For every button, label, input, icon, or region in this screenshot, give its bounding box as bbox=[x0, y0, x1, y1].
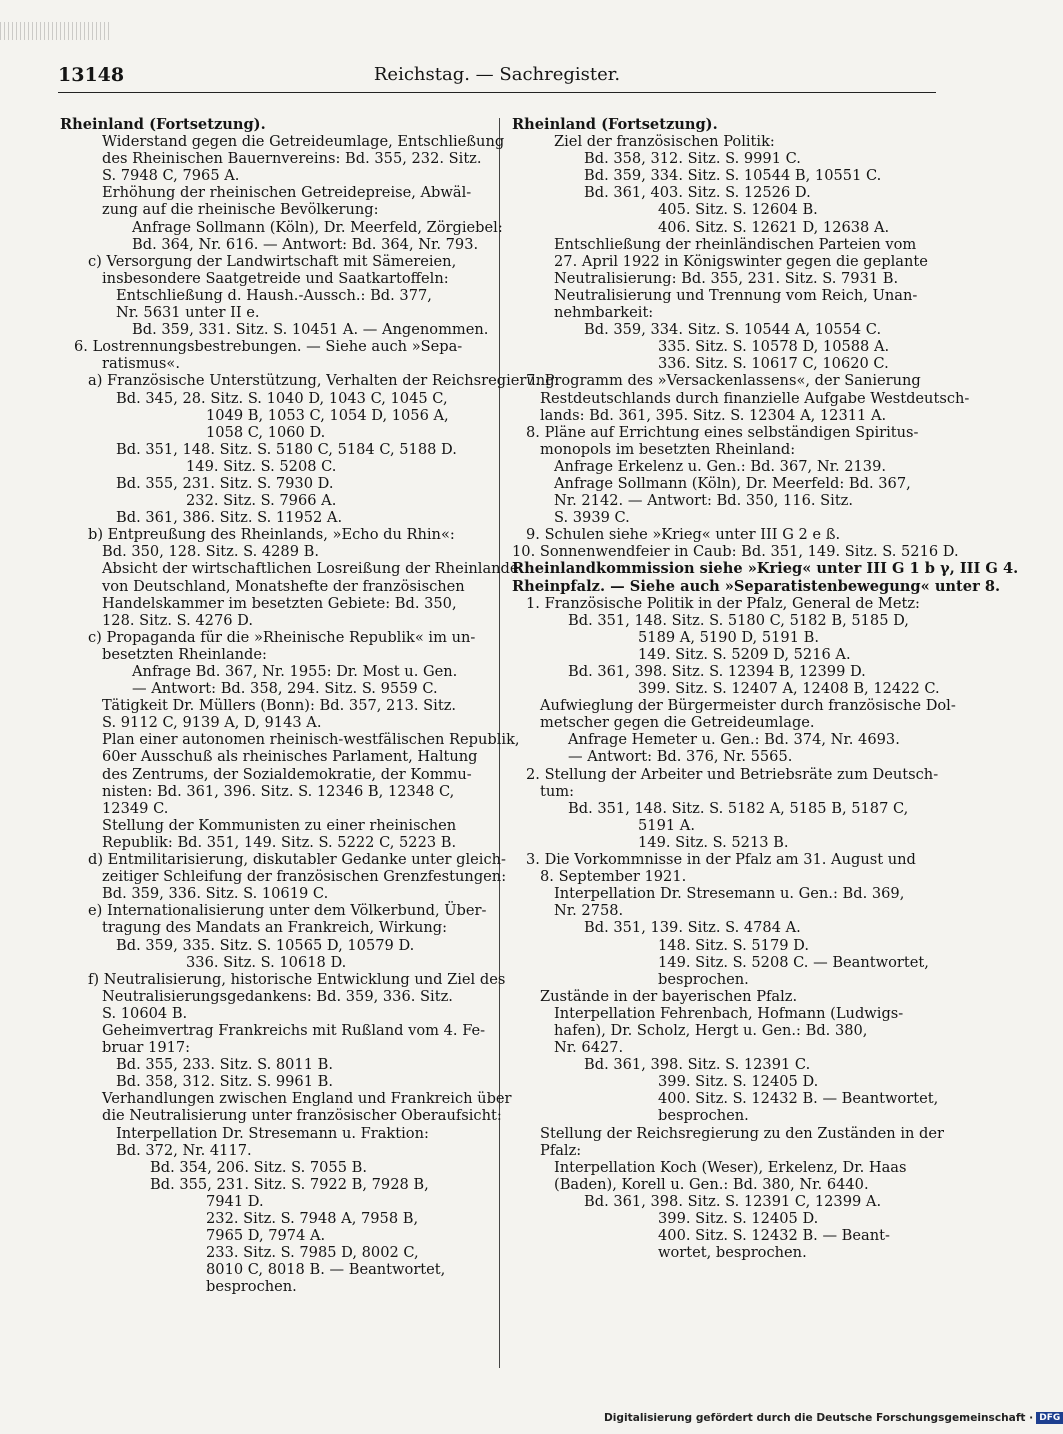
entry-line: S. 9112 C, 9139 A, D, 9143 A. bbox=[102, 714, 322, 732]
dfg-logo: DFG bbox=[1036, 1412, 1063, 1424]
entry-line: Absicht der wirtschaftlichen Losreißung der Rheinlande bbox=[102, 560, 519, 578]
entry-line: besprochen. bbox=[658, 1107, 749, 1125]
entry-line: Neutralisierungsgedankens: Bd. 359, 336. Sitz. bbox=[102, 987, 453, 1005]
entry-line: insbesondere Saatgetreide und Saatkartoffeln: bbox=[102, 269, 449, 287]
entry-line: zeitiger Schleifung der französischen Grenzfestungen: bbox=[102, 868, 507, 886]
running-title: Reichstag. — Sachregister. bbox=[373, 64, 621, 85]
entry-heading: Rheinland (Fortsetzung). bbox=[512, 116, 718, 133]
entry-line: Bd. 359, 334. Sitz. S. 10544 B, 10551 C. bbox=[584, 167, 882, 185]
entry-line: 400. Sitz. S. 12432 B. — Beant- bbox=[658, 1227, 890, 1245]
entry-line: nisten: Bd. 361, 396. Sitz. S. 12346 B, 12348 C, bbox=[102, 782, 455, 800]
entry-line: Anfrage Sollmann (Köln), Dr. Meerfeld: Bd. 367, bbox=[554, 474, 911, 492]
entry-line: Verhandlungen zwischen England und Frankreich über bbox=[102, 1090, 512, 1108]
entry-line: Geheimvertrag Frankreichs mit Rußland vom 4. Fe- bbox=[102, 1021, 486, 1039]
entry-line: Bd. 358, 312. Sitz. S. 9961 B. bbox=[116, 1073, 334, 1091]
entry-line: b) Entpreußung des Rheinlands, »Echo du Rhin«: bbox=[88, 526, 455, 544]
entry-line: 149. Sitz. S. 5208 C. — Beantwortet, bbox=[658, 953, 929, 971]
entry-line: Neutralisierung und Trennung vom Reich, Unan- bbox=[554, 286, 918, 304]
entry-line: von Deutschland, Monatshefte der französischen bbox=[102, 577, 465, 595]
entry-line: zung auf die rheinische Bevölkerung: bbox=[102, 201, 379, 219]
footer-text: Digitalisierung gefördert durch die Deutsche Forschungsgemeinschaft · bbox=[604, 1412, 1034, 1424]
entry-line: — Antwort: Bd. 376, Nr. 5565. bbox=[568, 748, 793, 766]
entry-line: Bd. 372, Nr. 4117. bbox=[116, 1141, 252, 1159]
entry-line: Bd. 350, 128. Sitz. S. 4289 B. bbox=[102, 543, 320, 561]
entry-line: Anfrage Bd. 367, Nr. 1955: Dr. Most u. Gen. bbox=[132, 663, 458, 680]
entry-line: S. 3939 C. bbox=[554, 509, 630, 527]
entry-line: 27. April 1922 in Königswinter gegen die geplante bbox=[554, 252, 928, 270]
entry-line: die Neutralisierung unter französischer Oberaufsicht: bbox=[102, 1107, 502, 1125]
entry-line: Nr. 6427. bbox=[554, 1039, 624, 1057]
entry-line: Bd. 355, 231. Sitz. S. 7930 D. bbox=[116, 474, 334, 492]
entry-line: Pfalz: bbox=[540, 1141, 582, 1159]
entry-line: Anfrage Erkelenz u. Gen.: Bd. 367, Nr. 2139. bbox=[554, 457, 887, 475]
entry-line: 232. Sitz. S. 7948 A, 7958 B, bbox=[206, 1210, 419, 1227]
entry-line: Anfrage Sollmann (Köln), Dr. Meerfeld, Zörgiebel: bbox=[132, 218, 503, 236]
entry-line: Bd. 351, 139. Sitz. S. 4784 A. bbox=[584, 919, 801, 937]
entry-line: ratismus«. bbox=[102, 355, 180, 373]
entry-line: Interpellation Dr. Stresemann u. Gen.: Bd. 369, bbox=[554, 885, 905, 903]
entry-line: Bd. 351, 148. Sitz. S. 5180 C, 5182 B, 5185 D, bbox=[568, 611, 909, 629]
entry-line: c) Versorgung der Landwirtschaft mit Sämereien, bbox=[88, 252, 457, 270]
entry-heading: Rheinpfalz. — Siehe auch »Separatistenbewegung« unter 8. bbox=[512, 577, 1001, 595]
entry-line: Bd. 351, 148. Sitz. S. 5180 C, 5184 C, 5188 D. bbox=[116, 440, 457, 458]
entry-line: 10. Sonnenwendfeier in Caub: Bd. 351, 149. Sitz. S. 5216 D. bbox=[512, 543, 959, 561]
entry-line: 399. Sitz. S. 12405 D. bbox=[658, 1073, 819, 1091]
entry-line: 7. Programm des »Versackenlassens«, der Sanierung bbox=[526, 372, 921, 390]
entry-line: Tätigkeit Dr. Müllers (Bonn): Bd. 357, 213. Sitz. bbox=[102, 697, 457, 715]
entry-line: 335. Sitz. S. 10578 D, 10588 A. bbox=[658, 338, 890, 356]
entry-line: des Zentrums, der Sozialdemokratie, der Kommu- bbox=[102, 765, 472, 783]
entry-line: Stellung der Reichsregierung zu den Zuständen in der bbox=[540, 1124, 944, 1142]
entry-line: monopols im besetzten Rheinland: bbox=[540, 440, 796, 458]
entry-line: Entschließung der rheinländischen Parteien vom bbox=[554, 235, 917, 253]
entry-line: 7965 D, 7974 A. bbox=[206, 1227, 326, 1245]
entry-line: Aufwieglung der Bürgermeister durch französische Dol- bbox=[540, 697, 956, 715]
entry-line: c) Propaganda für die »Rheinische Republik« im un- bbox=[88, 628, 476, 646]
entry-line: Bd. 364, Nr. 616. — Antwort: Bd. 364, Nr. 793. bbox=[132, 235, 479, 253]
entry-line: 400. Sitz. S. 12432 B. — Beantwortet, bbox=[658, 1090, 939, 1108]
entry-line: 399. Sitz. S. 12407 A, 12408 B, 12422 C. bbox=[638, 680, 940, 698]
entry-line: 5191 A. bbox=[638, 816, 695, 834]
entry-line: 5189 A, 5190 D, 5191 B. bbox=[638, 628, 819, 646]
entry-line: lands: Bd. 361, 395. Sitz. S. 12304 A, 12311 A. bbox=[540, 406, 887, 424]
entry-heading: Rheinlandkommission siehe »Krieg« unter III G 1 b γ, III G 4. bbox=[512, 560, 1019, 578]
entry-line: 405. Sitz. S. 12604 B. bbox=[658, 201, 818, 219]
entry-line: Republik: Bd. 351, 149. Sitz. S. 5222 C, 5223 B. bbox=[102, 833, 457, 851]
page-number: 13148 bbox=[58, 64, 125, 86]
right-column bbox=[512, 116, 1019, 1262]
entry-line: Bd. 361, 386. Sitz. S. 11952 A. bbox=[116, 509, 343, 527]
entry-line: besprochen. bbox=[206, 1278, 297, 1296]
entry-line: Bd. 345, 28. Sitz. S. 1040 D, 1043 C, 1045 C, bbox=[116, 389, 448, 407]
entry-line: Bd. 359, 335. Sitz. S. 10565 D, 10579 D. bbox=[116, 936, 415, 954]
entry-line: 149. Sitz. S. 5213 B. bbox=[638, 833, 789, 851]
entry-line: 7941 D. bbox=[206, 1192, 264, 1210]
entry-line: Handelskammer im besetzten Gebiete: Bd. 350, bbox=[102, 594, 457, 612]
entry-line: 60er Ausschuß als rheinisches Parlament, Haltung bbox=[102, 748, 478, 766]
entry-line: Bd. 361, 398. Sitz. S. 12394 B, 12399 D. bbox=[568, 663, 866, 680]
entry-line: besetzten Rheinlande: bbox=[102, 645, 267, 663]
entry-line: Bd. 359, 336. Sitz. S. 10619 C. bbox=[102, 885, 329, 903]
entry-line: 128. Sitz. S. 4276 D. bbox=[102, 611, 253, 629]
entry-line: Bd. 361, 398. Sitz. S. 12391 C, 12399 A. bbox=[584, 1192, 882, 1210]
entry-line: bruar 1917: bbox=[102, 1039, 191, 1057]
entry-line: 336. Sitz. S. 10617 C, 10620 C. bbox=[658, 355, 889, 373]
entry-line: 8010 C, 8018 B. — Beantwortet, bbox=[206, 1261, 446, 1279]
entry-line: Nr. 2758. bbox=[554, 902, 624, 920]
entry-line: nehmbarkeit: bbox=[554, 304, 654, 322]
entry-line: 336. Sitz. S. 10618 D. bbox=[186, 953, 347, 971]
entry-line: hafen), Dr. Scholz, Hergt u. Gen.: Bd. 380, bbox=[554, 1021, 868, 1039]
entry-line: 399. Sitz. S. 12405 D. bbox=[658, 1210, 819, 1227]
scan-artifact bbox=[0, 22, 110, 40]
entry-line: Anfrage Hemeter u. Gen.: Bd. 374, Nr. 4693. bbox=[568, 731, 900, 749]
entry-line: Bd. 361, 398. Sitz. S. 12391 C. bbox=[584, 1056, 811, 1074]
entry-line: Bd. 354, 206. Sitz. S. 7055 B. bbox=[150, 1158, 368, 1176]
entry-line: Interpellation Koch (Weser), Erkelenz, Dr. Haas bbox=[554, 1158, 907, 1176]
entry-line: besprochen. bbox=[658, 970, 749, 988]
entry-line: 3. Die Vorkommnisse in der Pfalz am 31. August und bbox=[526, 851, 916, 869]
entry-line: Bd. 361, 403. Sitz. S. 12526 D. bbox=[584, 184, 811, 202]
entry-line: Bd. 359, 331. Sitz. S. 10451 A. — Angenommen. bbox=[132, 321, 489, 339]
entry-line: 1049 B, 1053 C, 1054 D, 1056 A, bbox=[206, 406, 449, 424]
entry-line: (Baden), Korell u. Gen.: Bd. 380, Nr. 6440. bbox=[554, 1175, 869, 1193]
entry-line: S. 7948 C, 7965 A. bbox=[102, 167, 240, 185]
entry-line: — Antwort: Bd. 358, 294. Sitz. S. 9559 C. bbox=[132, 680, 438, 698]
entry-line: Nr. 2142. — Antwort: Bd. 350, 116. Sitz. bbox=[554, 492, 854, 510]
entry-line: Interpellation Dr. Stresemann u. Fraktion: bbox=[116, 1124, 429, 1142]
entry-line: Zustände in der bayerischen Pfalz. bbox=[540, 987, 798, 1005]
entry-line: Nr. 5631 unter II e. bbox=[116, 304, 260, 322]
entry-line: 233. Sitz. S. 7985 D, 8002 C, bbox=[206, 1244, 419, 1262]
entry-line: 2. Stellung der Arbeiter und Betriebsräte zum Deutsch- bbox=[526, 765, 939, 783]
entry-line: 9. Schulen siehe »Krieg« unter III G 2 e ß. bbox=[526, 526, 841, 544]
page-header bbox=[58, 64, 936, 88]
entry-heading: Rheinland (Fortsetzung). bbox=[60, 116, 266, 133]
entry-line: Bd. 358, 312. Sitz. S. 9991 C. bbox=[584, 150, 801, 168]
entry-line: Bd. 359, 334. Sitz. S. 10544 A, 10554 C. bbox=[584, 321, 882, 339]
footer bbox=[604, 1412, 1063, 1424]
entry-line: 148. Sitz. S. 5179 D. bbox=[658, 936, 809, 954]
entry-line: Stellung der Kommunisten zu einer rheinischen bbox=[102, 816, 457, 834]
entry-line: Neutralisierung: Bd. 355, 231. Sitz. S. 7931 B. bbox=[554, 269, 899, 287]
entry-line: 1. Französische Politik in der Pfalz, General de Metz: bbox=[526, 594, 920, 612]
entry-line: Plan einer autonomen rheinisch-westfälischen Republik, bbox=[102, 731, 520, 749]
entry-line: d) Entmilitarisierung, diskutabler Gedanke unter gleich- bbox=[88, 851, 506, 869]
entry-line: 8. Pläne auf Errichtung eines selbständigen Spiritus- bbox=[526, 423, 919, 441]
entry-line: metscher gegen die Getreideumlage. bbox=[540, 714, 815, 732]
entry-line: Widerstand gegen die Getreideumlage, Entschließung bbox=[102, 133, 505, 151]
entry-line: Bd. 355, 233. Sitz. S. 8011 B. bbox=[116, 1056, 334, 1074]
entry-line: a) Französische Unterstützung, Verhalten der Reichsregierung: bbox=[88, 372, 560, 390]
entry-line: Entschließung d. Haush.-Aussch.: Bd. 377, bbox=[116, 286, 432, 304]
entry-line: Erhöhung der rheinischen Getreidepreise, Abwäl- bbox=[102, 184, 472, 202]
entry-line: Restdeutschlands durch finanzielle Aufgabe Westdeutsch- bbox=[540, 389, 970, 407]
entry-line: Bd. 355, 231. Sitz. S. 7922 B, 7928 B, bbox=[150, 1175, 429, 1193]
entry-line: tum: bbox=[540, 782, 575, 800]
entry-line: e) Internationalisierung unter dem Völkerbund, Über- bbox=[88, 902, 487, 920]
entry-line: 406. Sitz. S. 12621 D, 12638 A. bbox=[658, 218, 890, 236]
entry-line: Ziel der französischen Politik: bbox=[554, 133, 775, 151]
entry-line: tragung des Mandats an Frankreich, Wirkung: bbox=[102, 919, 448, 937]
entry-line: wortet, besprochen. bbox=[658, 1244, 807, 1262]
entry-line: 232. Sitz. S. 7966 A. bbox=[186, 492, 337, 510]
entry-line: 12349 C. bbox=[102, 799, 169, 817]
entry-line: 1058 C, 1060 D. bbox=[206, 423, 326, 441]
entry-line: Bd. 351, 148. Sitz. S. 5182 A, 5185 B, 5187 C, bbox=[568, 799, 909, 817]
entry-line: des Rheinischen Bauernvereins: Bd. 355, 232. Sitz. bbox=[102, 150, 482, 168]
entry-line: Interpellation Fehrenbach, Hofmann (Ludwigs- bbox=[554, 1004, 904, 1022]
entry-line: 149. Sitz. S. 5209 D, 5216 A. bbox=[638, 645, 851, 663]
entry-line: 149. Sitz. S. 5208 C. bbox=[186, 457, 337, 475]
header-rule bbox=[58, 92, 936, 93]
entry-line: S. 10604 B. bbox=[102, 1004, 188, 1022]
entry-line: 6. Lostrennungsbestrebungen. — Siehe auch »Sepa- bbox=[74, 338, 463, 356]
entry-line: 8. September 1921. bbox=[540, 868, 687, 886]
entry-line: f) Neutralisierung, historische Entwicklung und Ziel des bbox=[88, 970, 506, 988]
